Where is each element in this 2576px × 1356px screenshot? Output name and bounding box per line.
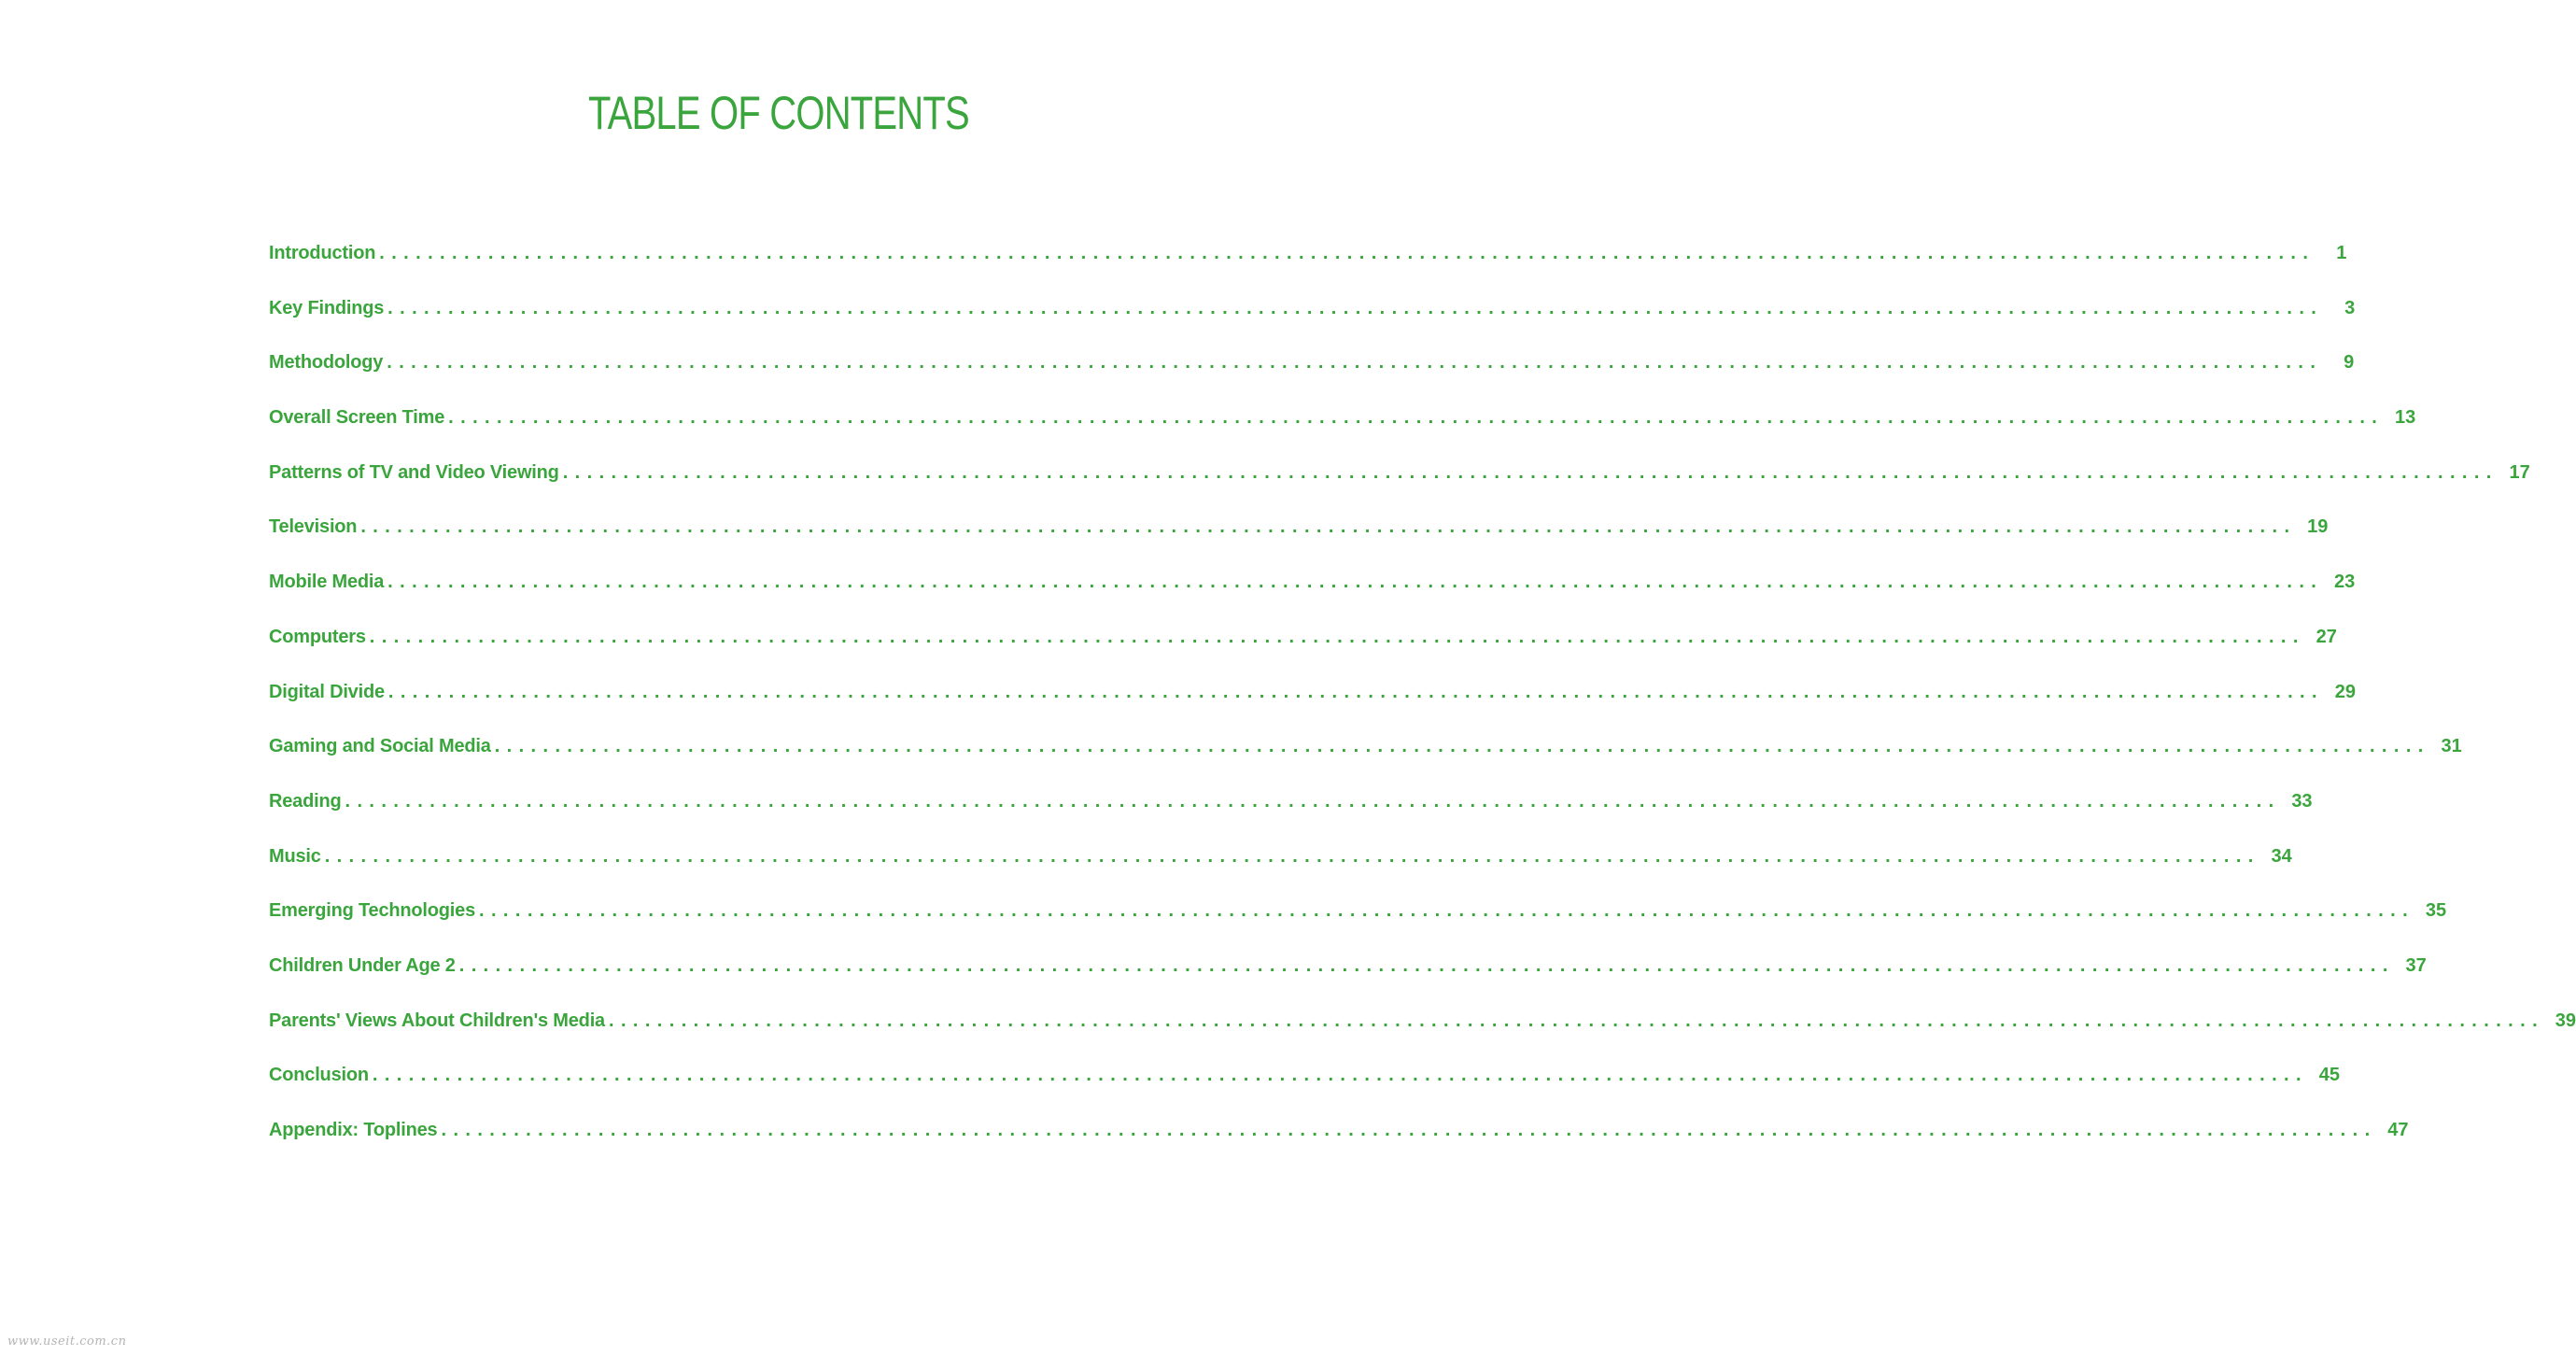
toc-entry[interactable] bbox=[269, 461, 2530, 517]
toc-entry[interactable] bbox=[269, 243, 2347, 298]
toc-entry-label: Patterns of TV and Video Viewing bbox=[269, 461, 559, 483]
toc-entry-label: Mobile Media bbox=[269, 572, 385, 593]
toc-entry-label: Computers bbox=[269, 626, 366, 647]
toc-entry[interactable] bbox=[269, 572, 2356, 627]
toc-entry[interactable] bbox=[269, 516, 2329, 572]
toc-entry[interactable] bbox=[269, 1065, 2340, 1120]
toc-entry[interactable] bbox=[269, 1120, 2409, 1175]
table-of-contents bbox=[269, 243, 2576, 1175]
toc-dot-leader: ................................................................................................................................................................ bbox=[360, 516, 2297, 538]
toc-entry[interactable] bbox=[269, 954, 2427, 1010]
toc-entry-label: Methodology bbox=[269, 352, 384, 374]
toc-dot-leader: ................................................................................................................................................................ bbox=[387, 352, 2323, 374]
toc-entry-page-number: 33 bbox=[2291, 790, 2313, 812]
toc-dot-leader: ................................................................................................................................................................ bbox=[387, 297, 2324, 318]
toc-dot-leader: ................................................................................................................................................................ bbox=[324, 845, 2260, 867]
toc-entry-label: Gaming and Social Media bbox=[269, 736, 491, 757]
toc-entry[interactable] bbox=[269, 626, 2337, 682]
toc-entry[interactable] bbox=[269, 790, 2313, 846]
toc-entry[interactable] bbox=[269, 352, 2355, 407]
toc-entry-page-number: 27 bbox=[2316, 626, 2337, 647]
toc-entry-label: Reading bbox=[269, 790, 342, 812]
toc-dot-leader: ................................................................................................................................................................ bbox=[441, 1120, 2377, 1140]
toc-entry[interactable] bbox=[269, 297, 2356, 353]
toc-entry-label: Music bbox=[269, 845, 321, 867]
toc-dot-leader: ................................................................................................................................................................ bbox=[608, 1010, 2545, 1031]
toc-entry-page-number: 47 bbox=[2387, 1120, 2409, 1140]
page-title: TABLE OF CONTENTS bbox=[588, 87, 969, 139]
toc-entry[interactable] bbox=[269, 845, 2292, 901]
toc-entry-label: Children Under Age 2 bbox=[269, 954, 456, 976]
toc-entry-page-number: 45 bbox=[2318, 1065, 2340, 1086]
toc-dot-leader: ................................................................................................................................................................ bbox=[448, 407, 2385, 429]
toc-dot-leader: ................................................................................................................................................................ bbox=[458, 954, 2395, 976]
toc-entry[interactable] bbox=[269, 681, 2356, 737]
toc-entry-page-number: 13 bbox=[2394, 407, 2416, 429]
toc-entry-page-number: 23 bbox=[2333, 572, 2356, 593]
toc-dot-leader: ................................................................................................................................................................ bbox=[345, 790, 2281, 812]
toc-entry-label: Emerging Technologies bbox=[269, 900, 476, 922]
toc-dot-leader: ................................................................................................................................................................ bbox=[379, 243, 2316, 263]
toc-entry-label: Conclusion bbox=[269, 1065, 369, 1086]
toc-entry-label: Parents' Views About Children's Media bbox=[269, 1010, 605, 1031]
toc-entry-page-number: 17 bbox=[2509, 461, 2530, 483]
watermark: www.useit.com.cn bbox=[7, 1335, 127, 1349]
toc-entry-page-number: 37 bbox=[2405, 954, 2427, 976]
toc-dot-leader: ................................................................................................................................................................ bbox=[372, 1065, 2308, 1086]
toc-entry-label: Digital Divide bbox=[269, 681, 385, 702]
toc-entry-label: Overall Screen Time bbox=[269, 407, 445, 429]
toc-dot-leader: ................................................................................................................................................................ bbox=[387, 572, 2324, 593]
toc-entry[interactable] bbox=[269, 407, 2416, 462]
toc-entry-label: Appendix: Toplines bbox=[269, 1120, 438, 1140]
toc-entry-page-number: 1 bbox=[2336, 243, 2347, 263]
toc-entry-page-number: 34 bbox=[2271, 845, 2292, 867]
toc-entry-page-number: 35 bbox=[2425, 900, 2447, 922]
toc-dot-leader: ................................................................................................................................................................ bbox=[479, 900, 2415, 922]
toc-entry-page-number: 9 bbox=[2344, 352, 2355, 374]
toc-dot-leader: ................................................................................................................................................................ bbox=[494, 736, 2430, 757]
toc-dot-leader: ................................................................................................................................................................ bbox=[562, 461, 2499, 483]
toc-entry[interactable] bbox=[269, 1010, 2576, 1066]
toc-entry[interactable] bbox=[269, 900, 2447, 955]
toc-entry-label: Introduction bbox=[269, 243, 376, 263]
toc-entry[interactable] bbox=[269, 736, 2462, 791]
toc-dot-leader: ................................................................................................................................................................ bbox=[387, 681, 2324, 702]
toc-entry-page-number: 3 bbox=[2344, 297, 2356, 318]
toc-dot-leader: ................................................................................................................................................................ bbox=[369, 626, 2305, 647]
toc-entry-page-number: 31 bbox=[2441, 736, 2462, 757]
toc-entry-page-number: 29 bbox=[2334, 681, 2356, 702]
toc-entry-page-number: 19 bbox=[2307, 516, 2329, 538]
toc-entry-label: Key Findings bbox=[269, 297, 385, 318]
toc-entry-page-number: 39 bbox=[2555, 1010, 2576, 1031]
toc-entry-label: Television bbox=[269, 516, 358, 538]
